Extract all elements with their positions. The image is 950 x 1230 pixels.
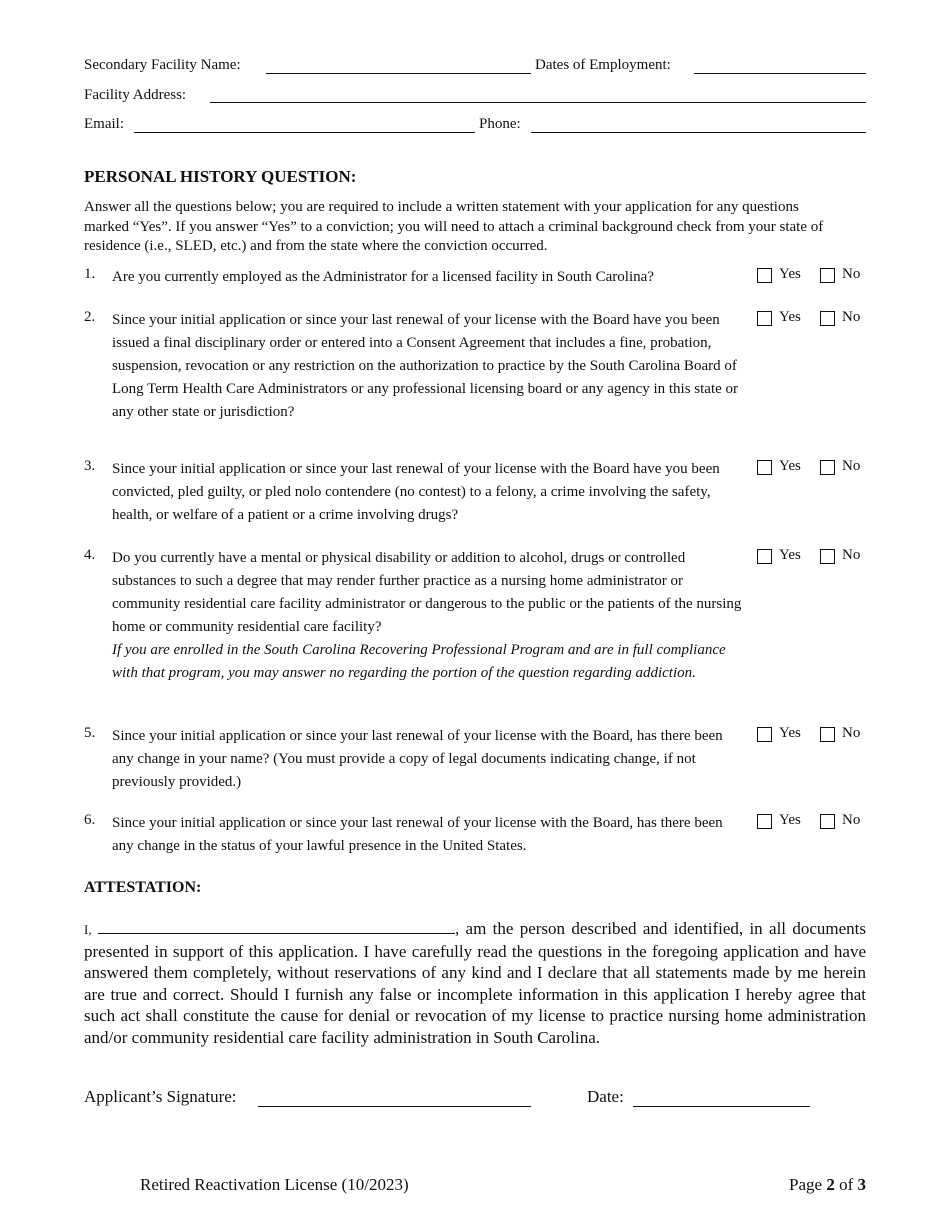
q5-yes-checkbox[interactable] (757, 727, 772, 742)
question-number: 5. (84, 725, 96, 741)
q1-no-label: No (842, 266, 861, 282)
personal-history-intro: Answer all the questions below; you are required to include a written statement with your application for any questions marked “Yes”. If you answer “Yes” to a conviction; you will need to attach a criminal background check from your state of residence (i.e., SLED, etc.) and from the state where the conviction occurred. (84, 199, 824, 254)
page-prefix: Page (789, 1175, 827, 1194)
question-text: Since your initial application or since your last renewal of your license with the Board have you been convicted, pled guilty, or pled nolo contendere (no contest) to a felony, a crime involving the safety, health, or welfare of a patient or a crime involving drugs? (112, 461, 720, 523)
applicant-signature-field[interactable] (258, 1106, 531, 1107)
question-number: 6. (84, 812, 96, 828)
q4-no-label: No (842, 547, 861, 563)
question-note: If you are enrolled in the South Carolina Recovering Professional Program and are in full compliance with that program, you may answer no regarding the portion of the question regarding addiction. (112, 642, 726, 681)
form-name-footer: Retired Reactivation License (10/2023) (140, 1175, 409, 1194)
phone-label: Phone: (479, 116, 521, 132)
question-text: Since your initial application or since your last renewal of your license with the Board, has there been any change in your name? (You must provide a copy of legal documents indicating change, if not previously provided.) (112, 728, 723, 790)
email-label: Email: (84, 116, 124, 132)
q5-no-label: No (842, 725, 861, 741)
facility-address-field[interactable] (210, 102, 866, 103)
q4-yes-label: Yes (779, 547, 801, 563)
q3-no-label: No (842, 458, 861, 474)
attestation-text: , am the person described and identified, in all documents presented in support of this application. I have carefully read the questions in the foregoing application and have answered them completely, without reservations of any kind and I declare that all statements made by me herein are true and correct. Should I furnish any false or incomplete information in this application I hereby agree that such act shall constitute the cause for denial or revocation of my license to practice nursing home administration and/or community residential care facility administration in South Carolina. (84, 919, 867, 1047)
secondary-facility-name-label: Secondary Facility Name: (84, 57, 241, 73)
q2-no-checkbox[interactable] (820, 311, 835, 326)
q1-yes-label: Yes (779, 266, 801, 282)
applicant-signature-label: Applicant’s Signature: (84, 1087, 237, 1106)
attestation-heading: ATTESTATION: (84, 879, 202, 896)
page-of: of (834, 1175, 858, 1194)
question-text: Are you currently employed as the Administrator for a licensed facility in South Carolina? (112, 269, 654, 285)
q3-yes-checkbox[interactable] (757, 460, 772, 475)
question-text: Since your initial application or since your last renewal of your license with the Board have you been issued a final disciplinary order or entered into a Consent Agreement that includes a fine, probation, suspension, revocation or any restriction on the authorization to practice by the South Carolina Board of Long Term Health Care Administrators or any professional licensing board or any agency in this state or any other state or jurisdiction? (112, 312, 739, 420)
attestation-name-field[interactable] (98, 919, 455, 934)
q2-yes-checkbox[interactable] (757, 311, 772, 326)
secondary-facility-name-field[interactable] (266, 73, 531, 74)
q4-no-checkbox[interactable] (820, 549, 835, 564)
question-main-text: Do you currently have a mental or physical disability or addition to alcohol, drugs or controlled substances to such a degree that may render further practice as a nursing home administrator or community residential care facility administrator or dangerous to the public or the patients of the nursing home or community residential care facility? (112, 550, 742, 635)
date-label: Date: (587, 1087, 624, 1106)
q2-no-label: No (842, 309, 861, 325)
dates-of-employment-field[interactable] (694, 73, 866, 74)
phone-field[interactable] (531, 132, 866, 133)
q5-yes-label: Yes (779, 725, 801, 741)
q4-yes-checkbox[interactable] (757, 549, 772, 564)
question-text: Since your initial application or since your last renewal of your license with the Board, has there been any change in the status of your lawful presence in the United States. (112, 815, 723, 854)
dates-of-employment-label: Dates of Employment: (535, 57, 671, 73)
attestation-paragraph (84, 918, 866, 1048)
q6-no-label: No (842, 812, 861, 828)
personal-history-heading: PERSONAL HISTORY QUESTION: (84, 167, 357, 186)
question-text (112, 547, 742, 685)
page-current: 2 (826, 1175, 835, 1194)
page-number (789, 1175, 866, 1195)
q5-no-checkbox[interactable] (820, 727, 835, 742)
date-field[interactable] (633, 1106, 810, 1107)
q3-yes-label: Yes (779, 458, 801, 474)
q1-no-checkbox[interactable] (820, 268, 835, 283)
q6-yes-label: Yes (779, 812, 801, 828)
q6-yes-checkbox[interactable] (757, 814, 772, 829)
q1-yes-checkbox[interactable] (757, 268, 772, 283)
q6-no-checkbox[interactable] (820, 814, 835, 829)
q2-yes-label: Yes (779, 309, 801, 325)
email-field[interactable] (134, 132, 475, 133)
question-number: 3. (84, 458, 96, 474)
question-number: 2. (84, 309, 96, 325)
facility-address-label: Facility Address: (84, 87, 187, 103)
q3-no-checkbox[interactable] (820, 460, 835, 475)
page-total: 3 (857, 1175, 866, 1194)
attestation-i-label: I, (84, 922, 92, 937)
question-number: 1. (84, 266, 96, 282)
question-number: 4. (84, 547, 96, 563)
